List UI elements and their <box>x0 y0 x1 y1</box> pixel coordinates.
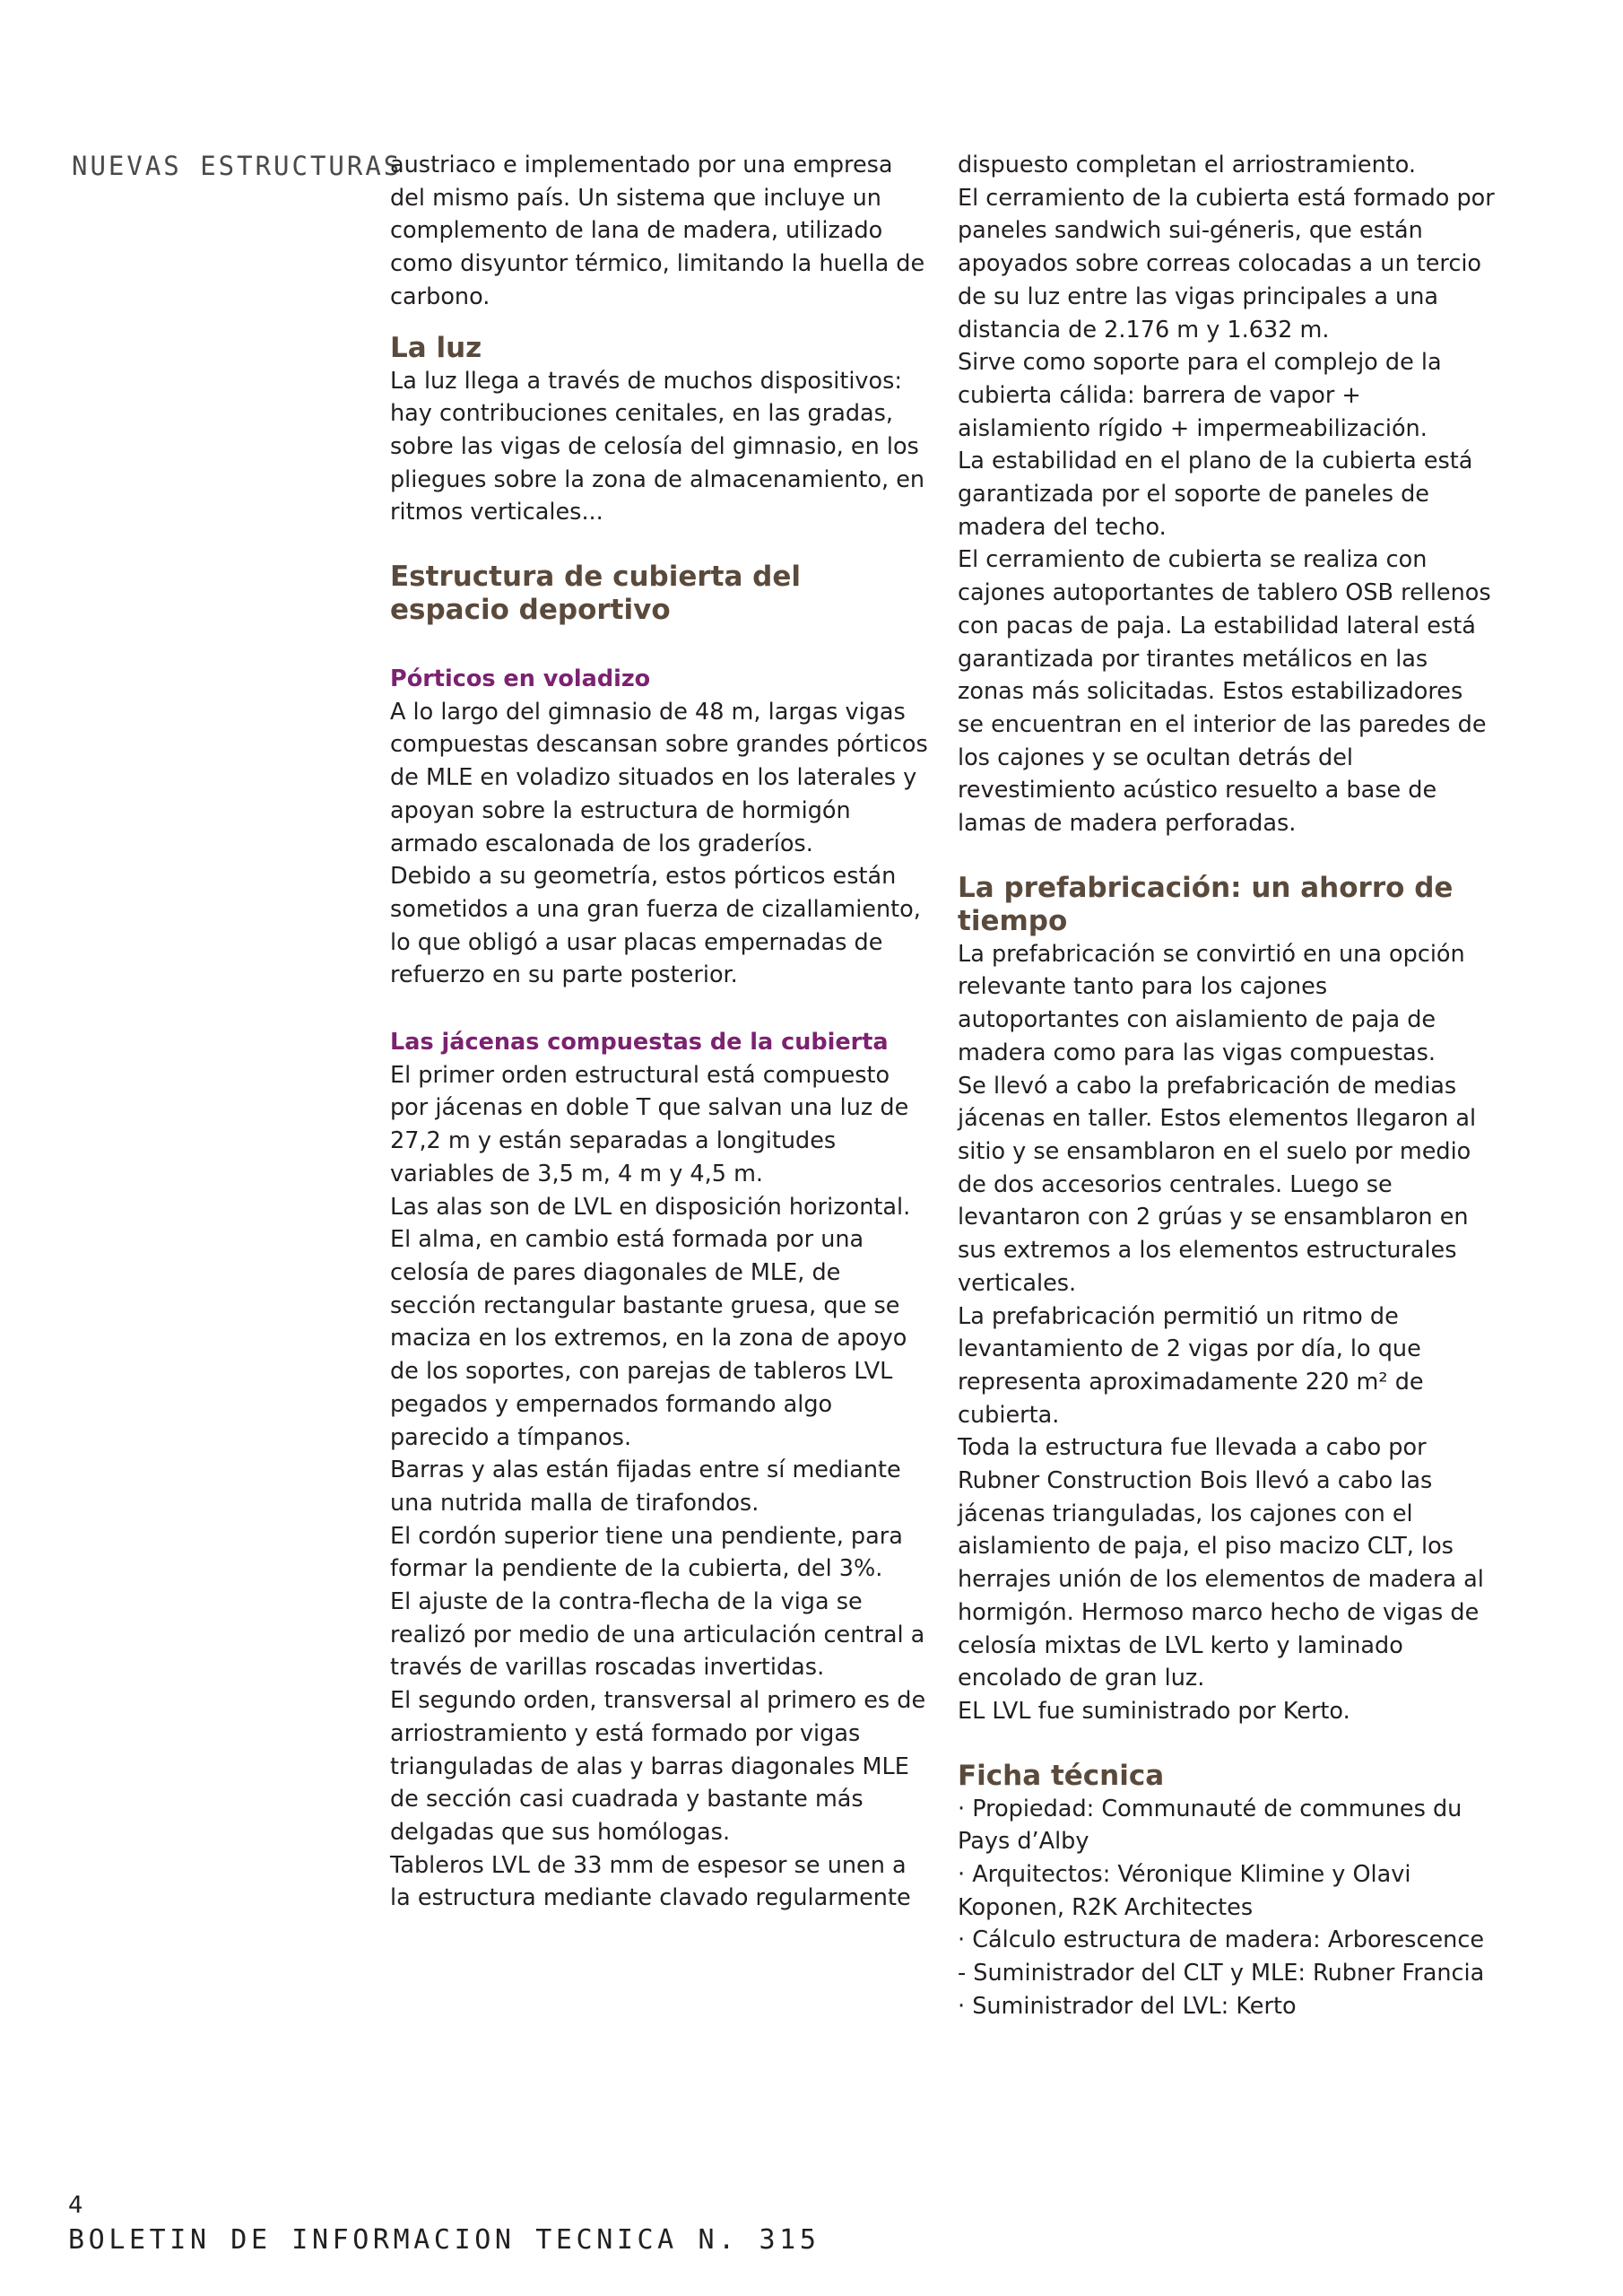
cubierta-paragraph: dispuesto completan el arriostramiento. <box>958 152 1417 178</box>
jacenas-paragraph: Las alas son de LVL en disposición horizontal. El alma, en cambio está formada por una celosía de pares diagonales de MLE, de sección rectangular bastante gruesa, que se maciza en los extremos, en la zona de apoyo de los soportes, con parejas de tableros LVL pegados y empernados formando algo parecido a tímpanos. <box>390 1193 911 1451</box>
porticos-paragraph: Debido a su geometría, estos pórticos están sometidos a una gran fuerza de cizallamiento, lo que obligó a usar placas empernadas de refuerzo en su parte posterior. <box>390 863 921 989</box>
ficha-item: · Suministrador del LVL: Kerto <box>958 1992 1297 2020</box>
prefab-paragraph: La prefabricación permitió un ritmo de levantamiento de 2 vigas por día, lo que representa aproximadamente 220 m² de cubierta. <box>958 1302 1424 1429</box>
text-column-right <box>958 149 1496 2023</box>
jacenas-paragraph: Tableros LVL de 33 mm de espesor se unen a la estructura mediante clavado regularmente <box>390 1851 911 1912</box>
porticos-subheading: Pórticos en voladizo <box>390 665 651 693</box>
luz-paragraph: La luz llega a través de muchos dispositivos: hay contribuciones cenitales, en las gradas, sobre las vigas de celosía del gimnasio, en los pliegues sobre la zona de almacenamiento, en ritmos verticales... <box>390 367 925 526</box>
ficha-item: · Arquitectos: Véronique Klimine y Olavi Koponen, R2K Architectes <box>958 1861 1411 1921</box>
ficha-item: - Suministrador del CLT y MLE: Rubner Francia <box>958 1960 1485 1987</box>
prefab-heading: La prefabricación: un ahorro de tiempo <box>958 871 1454 937</box>
ficha-item: · Cálculo estructura de madera: Arborescence <box>958 1926 1485 1954</box>
luz-heading: La luz <box>390 331 482 364</box>
jacenas-subheading: Las jácenas compuestas de la cubierta <box>390 1029 889 1057</box>
intro-paragraph: austriaco e implementado por una empresa del mismo país. Un sistema que incluye un complemento de lana de madera, utilizado como disyuntor térmico, limitando la huella de carbono. <box>390 152 925 310</box>
porticos-paragraph: A lo largo del gimnasio de 48 m, largas vigas compuestas descansan sobre grandes pórticos de MLE en voladizo situados en los laterales y apoyan sobre la estructura de hormigón armado escalonada de los graderíos. <box>390 698 928 857</box>
cubierta-paragraph: La estabilidad en el plano de la cubierta está garantizada por el soporte de paneles de madera del techo. <box>958 448 1473 541</box>
ficha-item: · Propiedad: Communauté de communes du Pays d’Alby <box>958 1795 1462 1856</box>
ficha-list <box>958 1793 1496 2023</box>
jacenas-paragraph: Barras y alas están fijadas entre sí mediante una nutrida malla de tirafondos. <box>390 1457 901 1517</box>
prefab-paragraph: Se llevó a cabo la prefabricación de medias jácenas en taller. Estos elementos llegaron al sitio y se ensamblaron en el suelo por medio de dos accesorios centrales. Luego se levantaron con 2 grúas y se ensamblaron en sus extremos a los elementos estructurales verticales. <box>958 1072 1477 1297</box>
prefab-paragraph: Toda la estructura fue llevada a cabo por Rubner Construction Bois llevó a cabo las jácenas trianguladas, los cajones con el aislamiento de paja, el piso macizo CLT, los herrajes unión de los elementos de madera al hormigón. Hermoso marco hecho de vigas de celosía mixtas de LVL kerto y laminado encolado de gran luz. <box>958 1434 1484 1692</box>
text-column-left <box>390 149 928 1915</box>
prefab-paragraph: EL LVL fue suministrado por Kerto. <box>958 1697 1350 1725</box>
jacenas-paragraph: El ajuste de la contra-flecha de la viga se realizó por medio de una articulación central a través de varillas roscadas invertidas. <box>390 1588 925 1682</box>
cubierta-paragraph: El cerramiento de la cubierta está formado por paneles sandwich sui-géneris, que están apoyados sobre correas colocadas a un tercio de su luz entre las vigas principales a una distancia de 2.176 m y 1.632 m. <box>958 184 1495 344</box>
prefab-paragraph: La prefabricación se convirtió en una opción relevante tanto para los cajones autoportantes con aislamiento de paja de madera como para las vigas compuestas. <box>958 940 1465 1066</box>
jacenas-paragraph: El primer orden estructural está compuesto por jácenas en doble T que salvan una luz de 27,2 m y están separadas a longitudes variables de 3,5 m, 4 m y 4,5 m. <box>390 1061 909 1187</box>
cubierta-paragraph: Sirve como soporte para el complejo de la cubierta cálida: barrera de vapor + aislamiento rígido + impermeabilización. <box>958 349 1442 442</box>
jacenas-paragraph: El cordón superior tiene una pendiente, para formar la pendiente de la cubierta, del 3%. <box>390 1522 903 1583</box>
page-number: 4 <box>68 2192 83 2219</box>
publication-title: BOLETIN DE INFORMACION TECNICA N. 315 <box>68 2224 820 2256</box>
cubierta-paragraph: El cerramiento de cubierta se realiza con cajones autoportantes de tablero OSB rellenos con pacas de paja. La estabilidad lateral está garantizada por tirantes metálicos en las zonas más solicitadas. Estos estabilizadores se encuentran en el interior de las paredes de los cajones y se ocultan detrás del revestimiento acústico resuelto a base de lamas de madera perforadas. <box>958 546 1491 838</box>
section-label: NUEVAS ESTRUCTURAS <box>72 151 403 181</box>
ficha-heading: Ficha técnica <box>958 1759 1165 1792</box>
estructura-heading: Estructura de cubierta del espacio deportivo <box>390 561 802 627</box>
jacenas-paragraph: El segundo orden, transversal al primero es de arriostramiento y está formado por vigas trianguladas de alas y barras diagonales MLE de sección casi cuadrada y bastante más delgadas que sus homólogas. <box>390 1687 926 1846</box>
